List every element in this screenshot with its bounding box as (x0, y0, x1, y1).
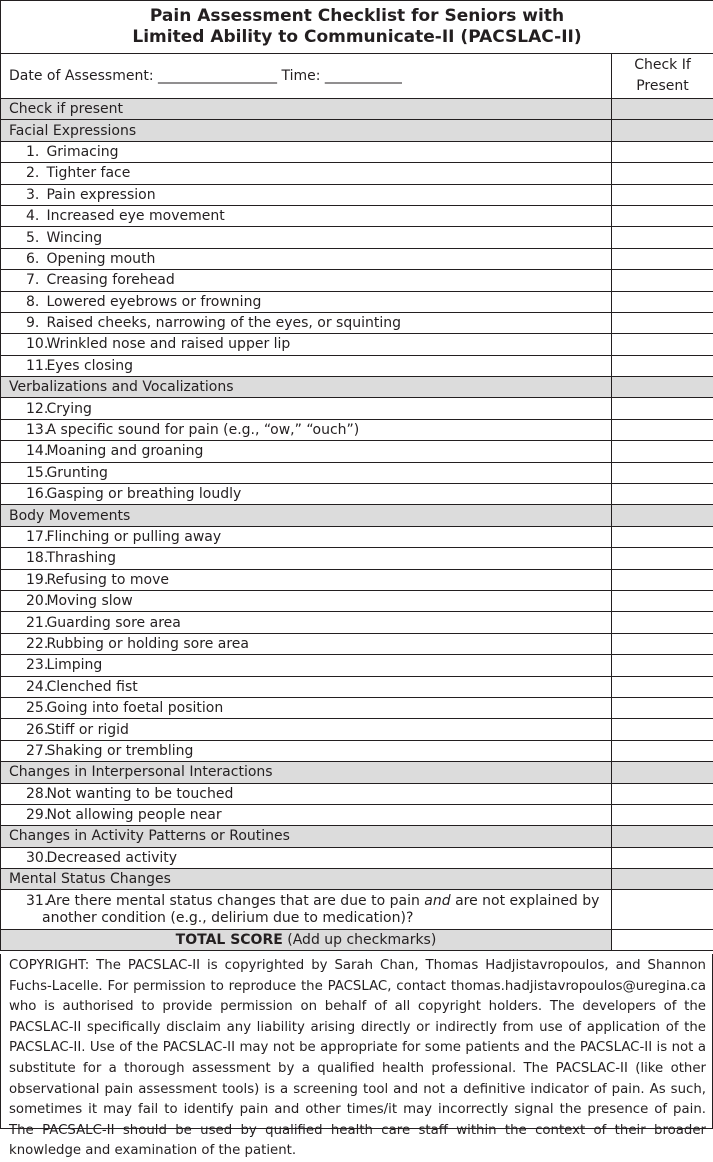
section-check-cell (612, 377, 713, 398)
check-box-cell[interactable] (612, 291, 713, 312)
item-number: 21. (26, 615, 42, 631)
item-text: Creasing forehead (46, 272, 174, 288)
section-header-row (1, 762, 713, 783)
checklist-item-row (1, 291, 713, 312)
check-box-cell[interactable] (612, 847, 713, 868)
item-text: Moving slow (46, 593, 132, 609)
item-number: 9. (26, 315, 42, 331)
item-number: 19. (26, 572, 42, 588)
total-score-label-cell (1, 930, 612, 951)
item-31-text (26, 893, 611, 927)
section-title: Mental Status Changes (1, 869, 612, 890)
checklist-item-label (1, 569, 612, 590)
checklist-item-label (1, 462, 612, 483)
item-number: 10. (26, 336, 42, 352)
checklist-item-label (1, 526, 612, 547)
item-text: Decreased activity (46, 850, 177, 866)
item-text: Stiff or rigid (46, 722, 128, 738)
item-number: 18. (26, 550, 42, 566)
total-score-cell[interactable] (612, 930, 713, 951)
total-score-label: TOTAL SCORE (176, 932, 283, 948)
item-text: Thrashing (46, 550, 116, 566)
item-number: 20. (26, 593, 42, 609)
section-check-cell (612, 869, 713, 890)
title-line-1: Pain Assessment Checklist for Seniors with (1, 6, 713, 27)
item-number: 2. (26, 165, 42, 181)
checklist-item-label (1, 291, 612, 312)
item-number: 12. (26, 401, 42, 417)
item-text: Shaking or trembling (46, 743, 193, 759)
check-if-present-cell (612, 99, 713, 120)
check-box-cell[interactable] (612, 312, 713, 333)
checklist-item-row (1, 205, 713, 226)
item-text: Pain expression (46, 187, 155, 203)
item-number: 15. (26, 465, 42, 481)
check-if-present-row (1, 99, 713, 120)
item-number: 13. (26, 422, 42, 438)
item-text: Flinching or pulling away (46, 529, 221, 545)
item-number: 25. (26, 700, 42, 716)
checklist-item-row (1, 141, 713, 162)
check-box-cell[interactable] (612, 612, 713, 633)
checklist-item-label (1, 141, 612, 162)
checklist-item-row (1, 633, 713, 654)
item-text-part: Are there mental status changes that are due to pain (46, 893, 424, 909)
item-text: Rubbing or holding sore area (46, 636, 249, 652)
checklist-item-row (1, 719, 713, 740)
section-check-cell (612, 120, 713, 141)
item-number: 27. (26, 743, 42, 759)
check-box-cell[interactable] (612, 783, 713, 804)
item-text-part: are not explained by another condition (e.g., delirium due to medication)? (42, 893, 599, 926)
checklist-item-row (1, 270, 713, 291)
checklist-item-row (1, 569, 713, 590)
checklist-item-row (1, 740, 713, 761)
checklist-item-row (1, 590, 713, 611)
item-number: 11. (26, 358, 42, 374)
checklist-item-row-31 (1, 890, 713, 930)
item-number: 17. (26, 529, 42, 545)
check-box-cell[interactable] (612, 526, 713, 547)
check-box-cell[interactable] (612, 419, 713, 440)
checklist-item-row (1, 163, 713, 184)
checklist-item-label (1, 163, 612, 184)
item-number: 8. (26, 294, 42, 310)
checklist-item-label (1, 548, 612, 569)
section-check-cell (612, 762, 713, 783)
item-text: Raised cheeks, narrowing of the eyes, or squinting (46, 315, 401, 331)
item-number: 7. (26, 272, 42, 288)
checklist-item-row (1, 655, 713, 676)
check-box-cell[interactable] (612, 633, 713, 654)
item-text: Grimacing (46, 144, 118, 160)
copyright-notice: COPYRIGHT: The PACSLAC-II is copyrighted by Sarah Chan, Thomas Hadjistavropoulos, and Shannon Fuchs-Lacelle. For permission to reproduce the PACSLAC, contact thomas.hadjistavropoulos@uregina.ca who is authorised to provide permission on behalf of all copyright holders. The developers of the PACSLAC-II specifically disclaim any liability arising directly or indirectly from use of application of the PACSLAC-II. Use of the PACSLAC-II may not be appropriate for some patients and the PACSLAC-II is not a substitute for a thorough assessment by a qualified health professional. The PACSLAC-II (like other observational pain assessment tools) is a screening tool and not a definitive indicator of pain. As such, sometimes it may fail to identify pain and other times/it may incorrectly signal the presence of pain. The PACSALC-II should be used by qualified health care staff within the context of their broader knowledge and examination of the patient. (0, 954, 713, 1129)
item-number: 6. (26, 251, 42, 267)
check-header-line-2: Present (612, 76, 713, 97)
section-title: Facial Expressions (1, 120, 612, 141)
form-title (1, 1, 713, 54)
item-text: Not allowing people near (46, 807, 221, 823)
item-number: 4. (26, 208, 42, 224)
checklist-item-label (1, 783, 612, 804)
item-text: Going into foetal position (46, 700, 223, 716)
section-check-cell (612, 505, 713, 526)
item-text: Wincing (46, 230, 102, 246)
check-box-cell[interactable] (612, 590, 713, 611)
checklist-item-label (1, 847, 612, 868)
checklist-item-label (1, 612, 612, 633)
item-text: Crying (46, 401, 91, 417)
check-box-cell[interactable] (612, 334, 713, 355)
check-column-header (612, 54, 713, 99)
item-number: 22. (26, 636, 42, 652)
checklist-item-label (1, 890, 612, 930)
item-number: 26. (26, 722, 42, 738)
checklist-item-label (1, 719, 612, 740)
item-number: 28. (26, 786, 42, 802)
checklist-item-row (1, 184, 713, 205)
check-box-cell[interactable] (612, 355, 713, 376)
check-box-cell[interactable] (612, 184, 713, 205)
item-text: Moaning and groaning (46, 443, 203, 459)
check-box-cell[interactable] (612, 205, 713, 226)
section-header-row (1, 869, 713, 890)
item-text: Limping (46, 657, 102, 673)
section-header-row (1, 377, 713, 398)
check-box-cell[interactable] (612, 676, 713, 697)
checklist-item-row (1, 441, 713, 462)
checklist-item-label (1, 334, 612, 355)
checklist-item-label (1, 804, 612, 825)
section-header-row (1, 505, 713, 526)
section-title: Verbalizations and Vocalizations (1, 377, 612, 398)
checklist-item-row (1, 676, 713, 697)
checklist-item-label (1, 398, 612, 419)
check-box-cell[interactable] (612, 141, 713, 162)
item-text: Eyes closing (46, 358, 133, 374)
checklist-item-label (1, 697, 612, 718)
item-text: A specific sound for pain (e.g., “ow,” “ouch”) (46, 422, 359, 438)
checklist-item-row (1, 484, 713, 505)
section-header-row (1, 826, 713, 847)
checklist-item-label (1, 355, 612, 376)
item-text: Not wanting to be touched (46, 786, 233, 802)
item-text-emphasis: and (424, 893, 450, 909)
check-box-cell[interactable] (612, 441, 713, 462)
item-text: Lowered eyebrows or frowning (46, 294, 261, 310)
checklist-item-label (1, 270, 612, 291)
item-number: 30. (26, 850, 42, 866)
check-box-cell[interactable] (612, 697, 713, 718)
checklist-item-label (1, 590, 612, 611)
checklist-item-label (1, 441, 612, 462)
item-text: Refusing to move (46, 572, 169, 588)
item-number: 1. (26, 144, 42, 160)
item-text: Wrinkled nose and raised upper lip (46, 336, 290, 352)
checklist-item-row (1, 526, 713, 547)
checklist-item-row (1, 804, 713, 825)
check-box-cell[interactable] (612, 163, 713, 184)
checklist-item-row (1, 355, 713, 376)
section-title: Body Movements (1, 505, 612, 526)
item-text: Gasping or breathing loudly (46, 486, 241, 502)
date-row (1, 54, 713, 99)
check-box-cell[interactable] (612, 890, 713, 930)
item-number: 16. (26, 486, 42, 502)
check-box-cell[interactable] (612, 719, 713, 740)
checklist-item-label (1, 633, 612, 654)
checklist-item-label (1, 655, 612, 676)
check-box-cell[interactable] (612, 462, 713, 483)
checklist-item-row (1, 419, 713, 440)
checklist-item-row (1, 248, 713, 269)
item-text: Guarding sore area (46, 615, 180, 631)
checklist-item-label (1, 205, 612, 226)
total-score-row (1, 930, 713, 951)
checklist-item-row (1, 847, 713, 868)
item-number: 31. (26, 893, 42, 910)
check-header-line-1: Check If (612, 55, 713, 76)
item-number: 24. (26, 679, 42, 695)
checklist-item-row (1, 783, 713, 804)
checklist-item-label (1, 676, 612, 697)
check-box-cell[interactable] (612, 569, 713, 590)
check-if-present-label: Check if present (1, 99, 612, 120)
item-text: Increased eye movement (46, 208, 224, 224)
checklist-item-row (1, 697, 713, 718)
checklist-item-row (1, 312, 713, 333)
checklist-item-row (1, 227, 713, 248)
item-number: 14. (26, 443, 42, 459)
check-box-cell[interactable] (612, 398, 713, 419)
section-title: Changes in Interpersonal Interactions (1, 762, 612, 783)
checklist-item-label (1, 312, 612, 333)
item-number: 29. (26, 807, 42, 823)
section-check-cell (612, 826, 713, 847)
item-text: Grunting (46, 465, 108, 481)
item-text: Tighter face (46, 165, 130, 181)
check-box-cell[interactable] (612, 548, 713, 569)
date-time-field[interactable]: Date of Assessment: _________________ Time: ___________ (1, 54, 612, 99)
checklist-item-row (1, 462, 713, 483)
check-box-cell[interactable] (612, 740, 713, 761)
title-row (1, 1, 713, 54)
check-box-cell[interactable] (612, 484, 713, 505)
item-number: 23. (26, 657, 42, 673)
check-box-cell[interactable] (612, 270, 713, 291)
check-box-cell[interactable] (612, 804, 713, 825)
checklist-item-label (1, 419, 612, 440)
check-box-cell[interactable] (612, 248, 713, 269)
checklist-item-row (1, 334, 713, 355)
checklist-item-label (1, 740, 612, 761)
checklist-item-label (1, 248, 612, 269)
checklist-item-label (1, 484, 612, 505)
checklist-item-row (1, 398, 713, 419)
checklist-item-row (1, 548, 713, 569)
checklist-item-row (1, 612, 713, 633)
checklist-item-label (1, 227, 612, 248)
section-title: Changes in Activity Patterns or Routines (1, 826, 612, 847)
item-text: Opening mouth (46, 251, 155, 267)
check-box-cell[interactable] (612, 227, 713, 248)
total-score-note: (Add up checkmarks) (283, 932, 437, 948)
check-box-cell[interactable] (612, 655, 713, 676)
checklist-item-label (1, 184, 612, 205)
item-number: 3. (26, 187, 42, 203)
item-text: Clenched fist (46, 679, 137, 695)
item-number: 5. (26, 230, 42, 246)
title-line-2: Limited Ability to Communicate-II (PACSLAC-II) (1, 27, 713, 48)
section-header-row (1, 120, 713, 141)
